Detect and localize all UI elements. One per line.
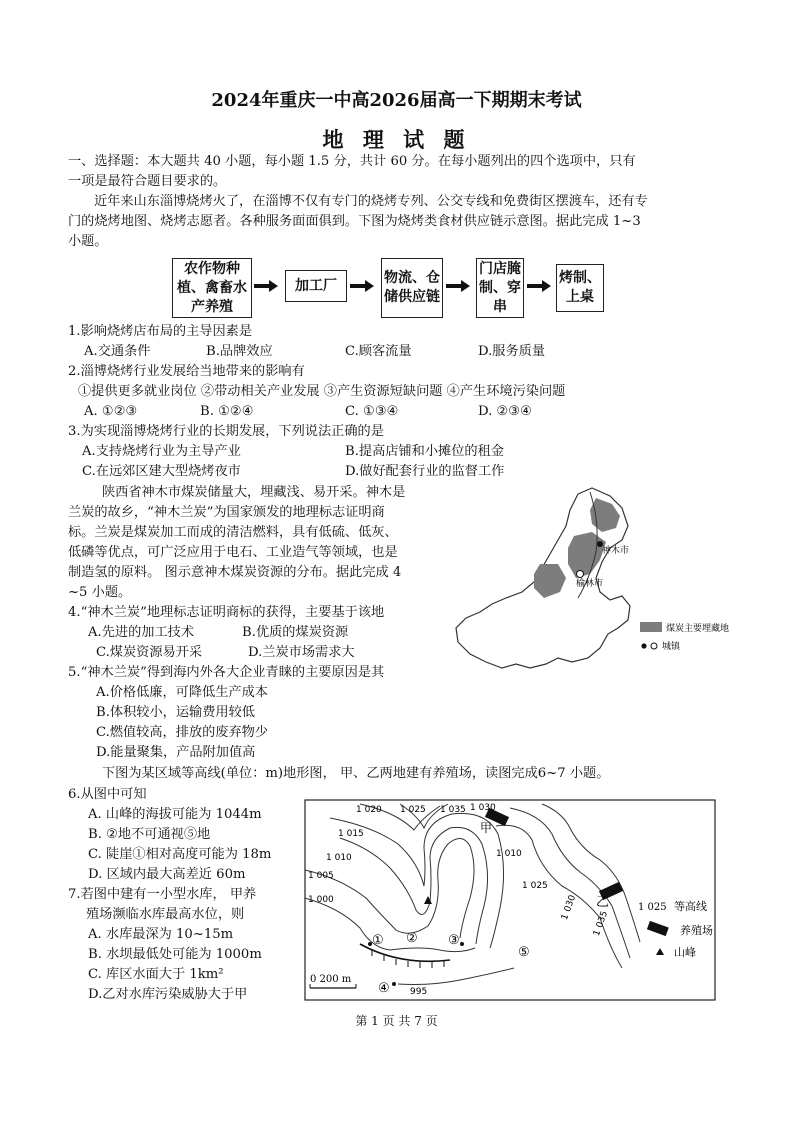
legend-city-dot-open: [651, 643, 657, 649]
intro1-line2: 门的烧烤地图、烧烤志愿者。各种服务面面俱到。下图为烧烤类食材供应链示意图。据此完成 1~3: [68, 214, 641, 229]
flow-box-grill: 烤制、上桌: [556, 264, 604, 312]
q2-option-d[interactable]: D. ②③④: [478, 404, 532, 419]
legend-city-label: 城镇: [662, 642, 681, 652]
q3-option-b[interactable]: B.提高店铺和小摊位的租金: [345, 444, 504, 459]
q3-option-a[interactable]: A.支持烧烤行业为主导产业: [82, 444, 241, 459]
q7-option-a[interactable]: A. 水库最深为 10~15m: [88, 927, 234, 942]
contour-label-1020: 1 020: [356, 805, 382, 815]
intro3-text: 下图为某区域等高线(单位：m)地形图， 甲、乙两地建有养殖场，读图完成6~7 小题。: [102, 766, 610, 781]
contour-label-1025b: 1 025: [522, 881, 548, 891]
point-4-dot: [392, 982, 396, 986]
q2-option-c[interactable]: C. ①③④: [345, 404, 399, 419]
q6-option-c[interactable]: C. 陡崖①相对高度可能为 18m: [88, 847, 272, 862]
q6-option-d[interactable]: D. 区域内最大高差近 60m: [88, 867, 246, 882]
contour-label-1035b: 1 035: [591, 909, 611, 938]
q2-option-b[interactable]: B. ①②④: [200, 404, 254, 419]
q7-stem-line2: 殖场濒临水库最高水位，则: [86, 907, 245, 922]
q4-option-b[interactable]: B.优质的煤炭资源: [242, 625, 349, 640]
intro2-line6: ~5 小题。: [68, 585, 132, 600]
q1-option-d[interactable]: D.服务质量: [478, 344, 546, 359]
coal-area-middle: [568, 532, 606, 578]
yulin-city-dot: [577, 571, 584, 578]
flow-box-farming: 农作物种植、禽畜水产养殖: [172, 258, 252, 318]
q5-option-a[interactable]: A.价格低廉，可降低生产成本: [96, 685, 268, 700]
q7-option-d[interactable]: D.乙对水库污染威胁大于甲: [88, 987, 248, 1002]
q3-option-d[interactable]: D.做好配套行业的监督工作: [345, 464, 505, 479]
point-3-dot: [460, 942, 464, 946]
contour-label-1010a: 1 010: [326, 853, 352, 863]
q7-stem: 7.若图中建有一小型水库， 甲养: [68, 887, 257, 902]
q2-stem: 2.淄博烧烤行业发展给当地带来的影响有: [68, 364, 305, 379]
q5-option-d[interactable]: D.能量聚集，产品附加值高: [96, 745, 256, 760]
q7-option-b[interactable]: B. 水坝最低处可能为 1000m: [88, 947, 262, 962]
q6-option-a[interactable]: A. 山峰的海拔可能为 1044m: [88, 807, 262, 822]
contour-label-1010b: 1 010: [496, 849, 522, 859]
q2-option-a[interactable]: A. ①②③: [84, 404, 138, 419]
legend-coal-swatch: [640, 622, 662, 632]
q3-stem: 3.为实现淄博烧烤行业的长期发展，下列说法正确的是: [68, 424, 384, 439]
legend-coal-label: 煤炭主要埋藏地: [666, 624, 730, 634]
shenmu-city-label: 神木市: [602, 546, 630, 556]
q5-option-c[interactable]: C.燃值较高，排放的废弃物少: [96, 725, 269, 740]
shenmu-coal-map: [450, 482, 730, 682]
exam-title: 2024年重庆一中高2026届高一下期期末考试: [211, 90, 582, 111]
contour-label-1005: 1 005: [308, 871, 334, 881]
label-point-4: ④: [378, 981, 390, 996]
intro2-line2: 兰炭的故乡，“神木兰炭”为国家颁发的地理标志证明商: [68, 505, 385, 520]
contour-label-1025a: 1 025: [400, 805, 426, 815]
q4-option-c[interactable]: C.煤炭资源易开采: [96, 645, 203, 660]
page-footer: 第 1 页 共 7 页: [355, 1014, 438, 1028]
intro1-line1: 近年来山东淄博烧烤火了，在淄博不仅有专门的烧烤专列、公交专线和免费街区摆渡车，还有专: [94, 194, 648, 209]
contour-label-1000: 1 000: [308, 895, 334, 905]
label-point-1: ①: [372, 933, 384, 948]
contour-map-frame: [305, 800, 715, 1000]
intro2-line4: 低磷等优点，可广泛应用于电石、工业造气等领域，也是: [68, 545, 398, 560]
q1-stem: 1.影响烧烤店布局的主导因素是: [68, 324, 253, 339]
q5-stem: 5.“神木兰炭”得到海内外各大企业青睐的主要原因是其: [68, 665, 385, 680]
label-point-2: ②: [406, 931, 418, 946]
flow-arrow-1: [254, 279, 278, 293]
q5-option-b[interactable]: B.体积较小，运输费用较低: [96, 705, 255, 720]
q4-stem: 4.“神木兰炭”地理标志证明商标的获得，主要基于该地: [68, 605, 385, 620]
section-instructions-line1: 一、选择题：本大题共 40 小题，每小题 1.5 分，共计 60 分。在每小题列出的四个选项中，只有: [68, 154, 636, 169]
intro2-line1: 陕西省神木市煤炭储量大，埋藏浅、易开采。神木是: [102, 485, 406, 500]
subject-title: 地 理 试 题: [322, 127, 471, 152]
label-point-5: ⑤: [518, 945, 530, 960]
contour-label-1030a: 1 030: [470, 803, 496, 813]
flow-box-store: 门店腌制、穿串: [476, 258, 524, 318]
flow-arrow-3: [446, 279, 470, 293]
intro2-line3: 标。兰炭是煤炭加工而成的清洁燃料，具有低硫、低灰、: [68, 525, 398, 540]
contour-map: [300, 798, 720, 1004]
legend-contour-value: 1 025: [638, 902, 667, 913]
intro1-line3: 小题。: [68, 234, 108, 249]
label-yi: 乙: [596, 895, 610, 910]
q1-option-b[interactable]: B.品牌效应: [206, 344, 273, 359]
legend-farm-label: 养殖场: [680, 924, 713, 937]
flow-box-factory: 加工厂: [285, 270, 347, 302]
contour-label-1015: 1 015: [338, 829, 364, 839]
intro2-line5: 制造氢的原料。 图示意神木煤炭资源的分布。据此完成 4: [68, 565, 402, 580]
label-point-3: ③: [448, 933, 460, 948]
q7-option-c[interactable]: C. 库区水面大于 1km²: [88, 967, 224, 982]
q4-option-d[interactable]: D.兰炭市场需求大: [248, 645, 355, 660]
contour-label-1035: 1 035: [440, 805, 466, 815]
legend-contour-label: 等高线: [674, 900, 707, 913]
scale-label: 0 200 m: [310, 974, 352, 985]
q3-option-c[interactable]: C.在远郊区建大型烧烤夜市: [82, 464, 241, 479]
yulin-city-label: 榆林市: [576, 579, 604, 589]
q1-option-a[interactable]: A.交通条件: [84, 344, 151, 359]
flow-arrow-4: [527, 279, 551, 293]
legend-city-dot-filled: [641, 643, 646, 648]
q6-stem: 6.从图中可知: [68, 787, 147, 802]
contour-label-995: 995: [410, 987, 428, 997]
q2-items: ①提供更多就业岗位 ②带动相关产业发展 ③产生资源短缺问题 ④产生环境污染问题: [78, 384, 566, 399]
q6-option-b[interactable]: B. ②地不可通视⑤地: [88, 827, 211, 842]
flow-box-logistics: 物流、仓储供应链: [381, 258, 443, 318]
q4-option-a[interactable]: A.先进的加工技术: [88, 625, 195, 640]
legend-peak-label: 山峰: [674, 946, 696, 959]
q1-option-c[interactable]: C.顾客流量: [345, 344, 412, 359]
flow-arrow-2: [350, 279, 374, 293]
section-instructions-line2: 一项是最符合题目要求的。: [68, 174, 227, 189]
label-jia: 甲: [480, 821, 493, 835]
contour-label-1030b: 1 030: [559, 893, 579, 922]
